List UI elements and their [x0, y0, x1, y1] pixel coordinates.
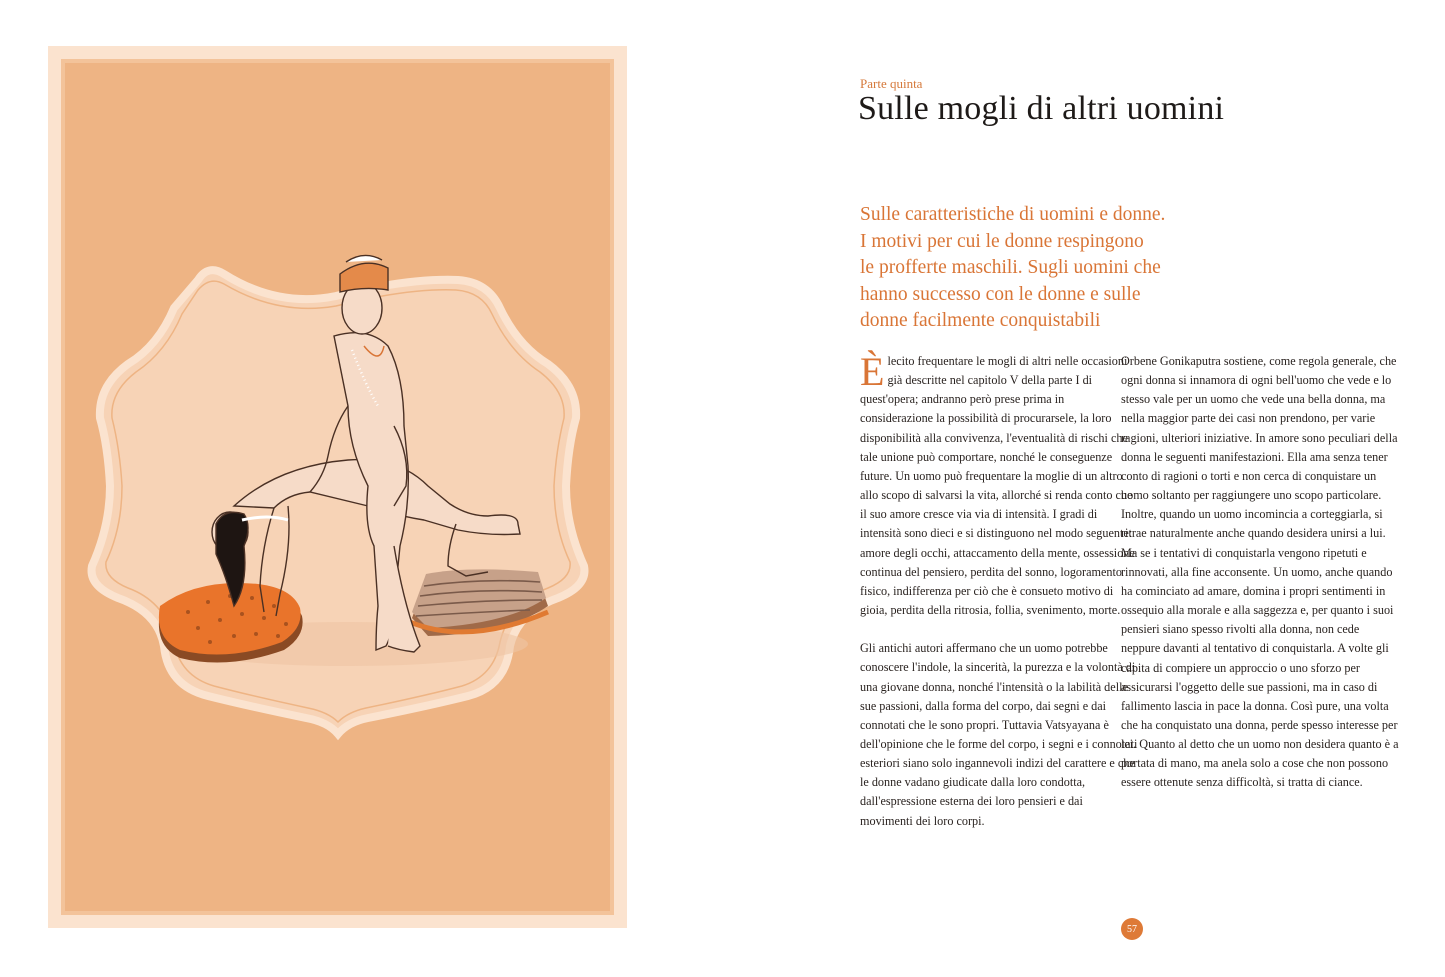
section-label: Parte quinta [860, 76, 923, 91]
couple-on-cushions-illustration [48, 46, 627, 928]
subtitle-line: I motivi per cui le donne respingono [860, 230, 1144, 252]
subtitle-line: donne facilmente conquistabili [860, 310, 1101, 332]
chapter-title: Sulle mogli di altri uomini [858, 90, 1225, 127]
subtitle-line: hanno successo con le donne e sulle [860, 283, 1141, 305]
paragraph-text: lecito frequentare le mogli di altri nelle occasioni già descritte nel capitolo V della parte I di quest'opera; andranno però prese prima in considerazione la possibilità di procurarsele, la loro disponibilità alla convivenza, l'eventualità di rischi che tale unione può comportare, nonché le conseguenze future. Un uomo può frequentare la moglie di un altro allo scopo di salvarsi la vita, allorché si renda conto che il suo amore cresce via via di intensità. I gradi di intensità sono dieci e si distinguono nel modo seguente: amore degli occhi, attaccamento della mente, ossessione continua del pensiero, perdita del sonno, logoramento fisico, indifferenza per ciò che è consueto motivo di gioia, perdita della ritrosia, follia, svenimento, morte. [860, 354, 1135, 618]
subtitle-line: le profferte maschili. Sugli uomini che [860, 257, 1161, 279]
body-paragraph: Gli antichi autori affermano che un uomo potrebbe conoscere l'indole, la sincerità, la purezza e la volontà di una giovane donna, nonché l'intensità o la labilità delle sue passioni, dalla forma del corpo, dai segni e dai connotati che le sono propri. Tuttavia Vatsyayana è dell'opinione che le forme del corpo, i segni e i connotati esteriori siano solo ingannevoli indizi del carattere e che le donne vadano giudicate dalla loro condotta, dall'espressione esterna dei loro pensieri e dai movimenti dei loro corpi. [860, 641, 1138, 828]
body-paragraph [860, 349, 1138, 620]
striped-cushion [410, 569, 548, 636]
page-number: 57 [1121, 918, 1143, 940]
illustration-plate [48, 46, 627, 928]
body-column-right [1121, 352, 1399, 793]
drop-cap: È [860, 349, 885, 394]
chapter-subtitle [860, 202, 1190, 335]
body-column-left [860, 349, 1138, 831]
subtitle-line: Sulle caratteristiche di uomini e donne. [860, 204, 1166, 225]
body-paragraph: Orbene Gonikaputra sostiene, come regola generale, che ogni donna si innamora di ogni bell'uomo che vede e lo stesso vale per un uomo che vede una bella donna, ma nella maggior parte dei casi non prendono, per varie ragioni, ulteriori iniziative. In amore sono peculiari della donna le seguenti manifestazioni. Ella ama senza tener conto di ragioni o torti e non cerca di conquistare un uomo soltanto per raggiungere uno scopo particolare. Inoltre, quando un uomo incomincia a corteggiarla, si ritrae naturalmente anche quando desidera unirsi a lui. Ma se i tentativi di conquistarla vengono ripetuti e rinnovati, alla fine acconsente. Un uomo, anche quando ha cominciato ad amare, domina i propri sentimenti in ossequio alla morale e alla saggezza e, per quanto i suoi pensieri siano spesso rivolti alla donna, non cede neppure davanti al tentativo di conquistarla. A volte gli capita di compiere un approccio o uno sforzo per assicurarsi l'oggetto delle sue passioni, ma in caso di fallimento lascia in pace la donna. Così pure, una volta che ha conquistato una donna, perde spesso interesse per lei. Quanto al detto che un uomo non desidera quanto è a portata di mano, ma anela solo a cose che non possono essere ottenute senza difficoltà, si tratta di ciance. [1121, 354, 1399, 790]
